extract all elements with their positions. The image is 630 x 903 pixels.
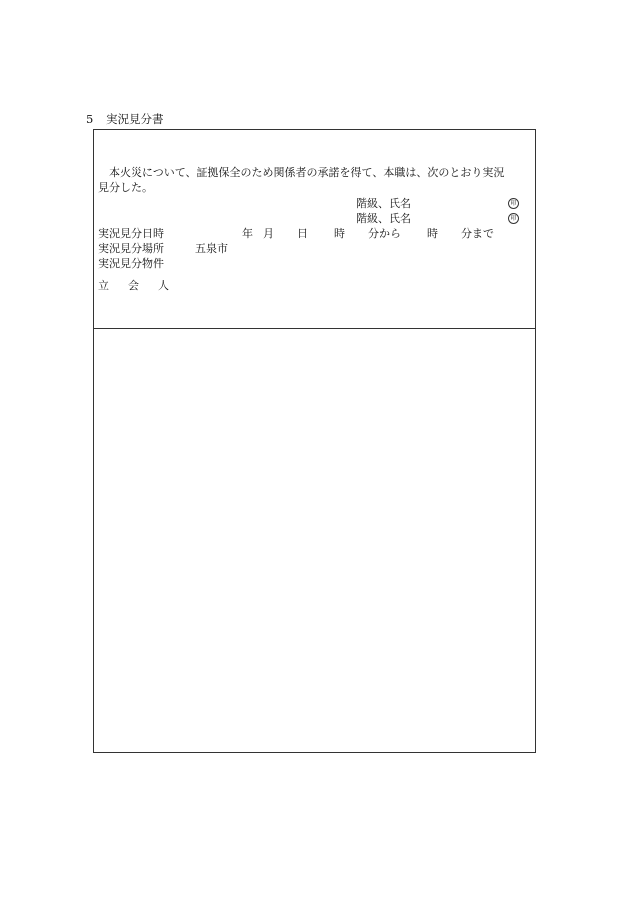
place-value: 五泉市 [195,242,228,255]
datetime-hour-to: 時 [427,227,438,240]
object-label: 実況見分物件 [98,257,164,270]
datetime-day: 日 [297,227,308,240]
seal-icon: 印 [508,213,519,224]
seal-icon: 印 [508,198,519,209]
datetime-year: 年 [242,227,253,240]
officer-rank-name-2: 階級、氏名 [356,212,411,225]
datetime-hour-from: 時 [334,227,345,240]
inspection-form [93,129,536,753]
witness-char-3: 人 [158,279,169,292]
section-title: 実況見分書 [106,112,164,126]
witness-char-1: 立 [98,279,109,292]
section-heading [86,114,164,126]
section-number: 5 [86,112,94,126]
intro-line-1: 本火災について、証拠保全のため関係者の承諾を得て、本職は、次のとおり実況 [109,166,505,179]
datetime-label: 実況見分日時 [98,227,164,240]
form-divider [94,328,535,329]
officer-rank-name-1: 階級、氏名 [356,197,411,210]
place-label: 実況見分場所 [98,242,164,255]
datetime-month: 月 [263,227,274,240]
intro-line-2: 見分した。 [98,181,153,194]
datetime-minute-from: 分から [368,227,401,240]
witness-char-2: 会 [128,279,139,292]
datetime-minute-to: 分まで [461,227,494,240]
